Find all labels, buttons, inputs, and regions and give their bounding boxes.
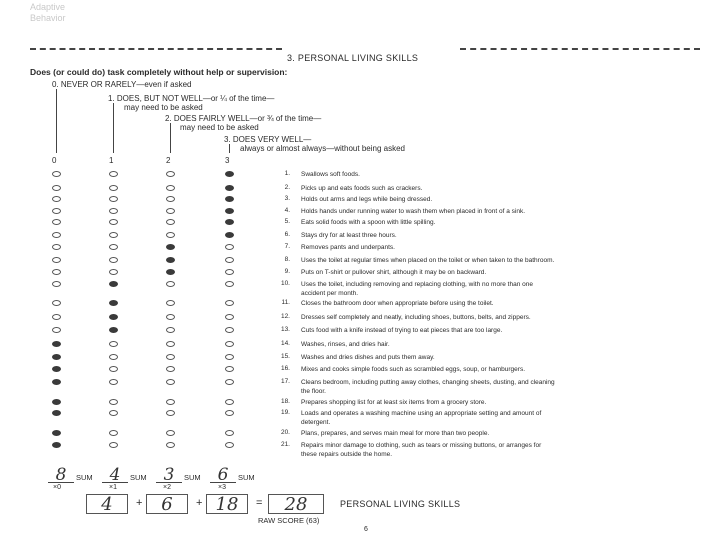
response-bubble-3[interactable] bbox=[225, 281, 234, 287]
item-number: 12. bbox=[280, 313, 290, 320]
item-text: Removes pants and underpants. bbox=[301, 244, 395, 251]
page-number: 6 bbox=[364, 526, 368, 533]
plus-sign-2: + bbox=[196, 497, 203, 509]
response-bubble-2[interactable] bbox=[166, 219, 175, 225]
response-bubble-1[interactable] bbox=[109, 341, 118, 347]
response-bubble-0[interactable] bbox=[52, 196, 61, 202]
plus-sign-1: + bbox=[136, 497, 143, 509]
item-number: 11. bbox=[281, 299, 290, 306]
total-box-2: 6 bbox=[146, 494, 188, 514]
item-text: Mixes and cooks simple foods such as scrambled eggs, soup, or hamburgers. bbox=[301, 366, 525, 373]
response-bubble-2[interactable] bbox=[166, 366, 175, 372]
faint-header-line-1: Adaptive bbox=[30, 2, 66, 12]
item-number: 13. bbox=[280, 326, 290, 333]
sum-multiplier-0: ×0 bbox=[53, 484, 61, 491]
item-text: Washes, rinses, and dries hair. bbox=[301, 341, 390, 348]
response-bubble-2[interactable] bbox=[166, 171, 175, 177]
item-text: accident per month. bbox=[301, 290, 359, 297]
raw-score-box: 28 bbox=[268, 494, 324, 514]
item-number: 1. bbox=[284, 170, 290, 177]
level-0-text: 0. NEVER OR RARELY—even if asked bbox=[52, 80, 192, 89]
response-bubble-2[interactable] bbox=[166, 410, 175, 416]
sum-underline-0 bbox=[48, 482, 74, 483]
response-bubble-3[interactable] bbox=[225, 410, 234, 416]
response-bubble-1[interactable] bbox=[109, 430, 118, 436]
response-bubble-2[interactable] bbox=[166, 269, 175, 275]
level-3-subtext: always or almost always—without being asked bbox=[240, 144, 405, 153]
response-bubble-2[interactable] bbox=[166, 232, 175, 238]
column-number-1: 1 bbox=[109, 156, 114, 165]
response-bubble-2[interactable] bbox=[166, 196, 175, 202]
item-number: 18. bbox=[280, 398, 290, 405]
item-number: 14. bbox=[280, 340, 290, 347]
response-bubble-1[interactable] bbox=[109, 171, 118, 177]
response-bubble-3[interactable] bbox=[225, 341, 234, 347]
item-text: Holds out arms and legs while being dressed. bbox=[301, 196, 433, 203]
response-bubble-0[interactable] bbox=[52, 366, 61, 372]
subscale-label: PERSONAL LIVING SKILLS bbox=[340, 499, 461, 509]
response-bubble-1[interactable] bbox=[109, 244, 118, 250]
sum-underline-1 bbox=[102, 482, 128, 483]
response-bubble-0[interactable] bbox=[52, 244, 61, 250]
response-bubble-0[interactable] bbox=[52, 232, 61, 238]
item-text: Cleans bedroom, including putting away clothes, changing sheets, dusting, and cleaning bbox=[301, 379, 555, 386]
response-bubble-3[interactable] bbox=[225, 366, 234, 372]
response-bubble-3[interactable] bbox=[225, 244, 234, 250]
item-number: 7. bbox=[284, 243, 290, 250]
response-bubble-3[interactable] bbox=[225, 300, 234, 306]
faint-header-line-2: Behavior bbox=[30, 13, 66, 23]
response-bubble-2[interactable] bbox=[166, 185, 175, 191]
response-bubble-0[interactable] bbox=[52, 171, 61, 177]
item-text: Puts on T-shirt or pullover shirt, although it may be on backward. bbox=[301, 269, 487, 276]
response-bubble-2[interactable] bbox=[166, 379, 175, 385]
response-bubble-0[interactable] bbox=[52, 257, 61, 263]
response-bubble-0[interactable] bbox=[52, 430, 61, 436]
item-number: 4. bbox=[284, 207, 290, 214]
response-bubble-3[interactable] bbox=[225, 232, 234, 238]
response-bubble-1[interactable] bbox=[109, 327, 118, 333]
response-bubble-1[interactable] bbox=[109, 354, 118, 360]
response-bubble-0[interactable] bbox=[52, 281, 61, 287]
response-bubble-0[interactable] bbox=[52, 185, 61, 191]
level-1-subtext: may need to be asked bbox=[124, 103, 203, 112]
response-bubble-3[interactable] bbox=[225, 379, 234, 385]
response-bubble-0[interactable] bbox=[52, 379, 61, 385]
response-bubble-0[interactable] bbox=[52, 269, 61, 275]
response-bubble-3[interactable] bbox=[225, 354, 234, 360]
response-bubble-2[interactable] bbox=[166, 314, 175, 320]
level-3-text: 3. DOES VERY WELL— bbox=[224, 135, 312, 144]
response-bubble-2[interactable] bbox=[166, 341, 175, 347]
equals-sign: = bbox=[256, 497, 263, 509]
level-2-subtext: may need to be asked bbox=[180, 123, 259, 132]
item-text: Washes and dries dishes and puts them away. bbox=[301, 354, 435, 361]
response-bubble-0[interactable] bbox=[52, 354, 61, 360]
item-number: 6. bbox=[284, 231, 290, 238]
instruction-text: Does (or could do) task completely without help or supervision: bbox=[30, 67, 288, 77]
item-text: Cuts food with a knife instead of trying to eat pieces that are too large. bbox=[301, 327, 503, 334]
total-box-1: 4 bbox=[86, 494, 128, 514]
item-text: Holds hands under running water to wash them when placed in front of a sink. bbox=[301, 208, 526, 215]
response-bubble-3[interactable] bbox=[225, 314, 234, 320]
response-bubble-0[interactable] bbox=[52, 208, 61, 214]
response-bubble-3[interactable] bbox=[225, 399, 234, 405]
sum-value-1: 4 bbox=[109, 465, 121, 485]
item-number: 20. bbox=[280, 429, 290, 436]
response-bubble-1[interactable] bbox=[109, 399, 118, 405]
raw-score-label: RAW SCORE (63) bbox=[258, 516, 320, 525]
response-bubble-1[interactable] bbox=[109, 269, 118, 275]
response-bubble-1[interactable] bbox=[109, 196, 118, 202]
response-bubble-3[interactable] bbox=[225, 257, 234, 263]
response-bubble-1[interactable] bbox=[109, 300, 118, 306]
response-bubble-1[interactable] bbox=[109, 379, 118, 385]
response-bubble-2[interactable] bbox=[166, 354, 175, 360]
sum-value-0: 8 bbox=[55, 465, 67, 485]
response-bubble-1[interactable] bbox=[109, 366, 118, 372]
response-bubble-0[interactable] bbox=[52, 219, 61, 225]
item-number: 3. bbox=[284, 195, 290, 202]
response-bubble-2[interactable] bbox=[166, 244, 175, 250]
item-text: Uses the toilet, including removing and replacing clothing, with no more than one bbox=[301, 281, 533, 288]
response-bubble-1[interactable] bbox=[109, 442, 118, 448]
item-number: 19. bbox=[280, 409, 290, 416]
response-bubble-1[interactable] bbox=[109, 208, 118, 214]
sum-multiplier-3: ×3 bbox=[218, 484, 226, 491]
response-bubble-1[interactable] bbox=[109, 281, 118, 287]
item-text: Swallows soft foods. bbox=[301, 171, 360, 178]
item-number: 10. bbox=[280, 280, 290, 287]
response-bubble-3[interactable] bbox=[225, 269, 234, 275]
item-number: 17. bbox=[280, 378, 290, 385]
response-bubble-2[interactable] bbox=[166, 257, 175, 263]
sum-underline-2 bbox=[156, 482, 182, 483]
response-bubble-3[interactable] bbox=[225, 219, 234, 225]
response-bubble-1[interactable] bbox=[109, 410, 118, 416]
column-number-2: 2 bbox=[166, 156, 171, 165]
sum-multiplier-2: ×2 bbox=[163, 484, 171, 491]
response-bubble-3[interactable] bbox=[225, 185, 234, 191]
item-text: Closes the bathroom door when appropriate before using the toilet. bbox=[301, 300, 494, 307]
sum-label-3: SUM bbox=[238, 473, 255, 482]
response-bubble-2[interactable] bbox=[166, 327, 175, 333]
dashed-rule-left bbox=[30, 48, 282, 50]
item-text: Picks up and eats foods such as crackers. bbox=[301, 185, 423, 192]
response-bubble-1[interactable] bbox=[109, 314, 118, 320]
response-bubble-1[interactable] bbox=[109, 185, 118, 191]
sum-underline-3 bbox=[210, 482, 236, 483]
sum-label-1: SUM bbox=[130, 473, 147, 482]
item-text: Eats solid foods with a spoon with little spilling. bbox=[301, 219, 436, 226]
response-bubble-0[interactable] bbox=[52, 327, 61, 333]
item-number: 21. bbox=[280, 441, 290, 448]
level-0-connector bbox=[56, 89, 57, 153]
item-text: Uses the toilet at regular times when placed on the toilet or when taken to the bathroom. bbox=[301, 257, 555, 264]
sum-value-3: 6 bbox=[217, 465, 229, 485]
item-number: 9. bbox=[284, 268, 290, 275]
sum-label-0: SUM bbox=[76, 473, 93, 482]
item-text: these repairs outside the home. bbox=[301, 451, 393, 458]
response-bubble-0[interactable] bbox=[52, 410, 61, 416]
item-text: Prepares shopping list for at least six items from a grocery store. bbox=[301, 399, 487, 406]
response-bubble-2[interactable] bbox=[166, 281, 175, 287]
response-bubble-3[interactable] bbox=[225, 327, 234, 333]
item-number: 5. bbox=[284, 218, 290, 225]
level-3-connector bbox=[229, 144, 230, 153]
column-number-0: 0 bbox=[52, 156, 57, 165]
item-text: Loads and operates a washing machine using an appropriate setting and amount of bbox=[301, 410, 542, 417]
column-number-3: 3 bbox=[225, 156, 230, 165]
response-bubble-3[interactable] bbox=[225, 208, 234, 214]
response-bubble-2[interactable] bbox=[166, 399, 175, 405]
item-text: Stays dry for at least three hours. bbox=[301, 232, 397, 239]
response-bubble-2[interactable] bbox=[166, 442, 175, 448]
response-bubble-0[interactable] bbox=[52, 341, 61, 347]
item-number: 2. bbox=[284, 184, 290, 191]
item-text: Repairs minor damage to clothing, such as tears or missing buttons, or arranges for bbox=[301, 442, 542, 449]
item-text: Dresses self completely and neatly, including shoes, buttons, belts, and zippers. bbox=[301, 314, 531, 321]
section-title: 3. PERSONAL LIVING SKILLS bbox=[287, 53, 419, 63]
item-text: the floor. bbox=[301, 388, 326, 395]
item-number: 8. bbox=[284, 256, 290, 263]
response-bubble-2[interactable] bbox=[166, 300, 175, 306]
level-1-text: 1. DOES, BUT NOT WELL—or ¼ of the time— bbox=[108, 94, 275, 103]
response-bubble-0[interactable] bbox=[52, 314, 61, 320]
total-box-3: 18 bbox=[206, 494, 248, 514]
item-text: detergent. bbox=[301, 419, 331, 426]
item-number: 15. bbox=[280, 353, 290, 360]
level-1-connector bbox=[113, 103, 114, 153]
response-bubble-3[interactable] bbox=[225, 171, 234, 177]
sum-multiplier-1: ×1 bbox=[109, 484, 117, 491]
response-bubble-1[interactable] bbox=[109, 219, 118, 225]
response-bubble-1[interactable] bbox=[109, 257, 118, 263]
response-bubble-1[interactable] bbox=[109, 232, 118, 238]
sum-label-2: SUM bbox=[184, 473, 201, 482]
dashed-rule-right bbox=[460, 48, 700, 50]
response-bubble-2[interactable] bbox=[166, 208, 175, 214]
response-bubble-3[interactable] bbox=[225, 196, 234, 202]
level-2-text: 2. DOES FAIRLY WELL—or ¾ of the time— bbox=[165, 114, 322, 123]
response-bubble-2[interactable] bbox=[166, 430, 175, 436]
sum-value-2: 3 bbox=[163, 465, 175, 485]
response-bubble-0[interactable] bbox=[52, 300, 61, 306]
response-bubble-0[interactable] bbox=[52, 399, 61, 405]
response-bubble-3[interactable] bbox=[225, 442, 234, 448]
response-bubble-0[interactable] bbox=[52, 442, 61, 448]
item-text: Plans, prepares, and serves main meal for more than two people. bbox=[301, 430, 490, 437]
level-2-connector bbox=[170, 123, 171, 153]
response-bubble-3[interactable] bbox=[225, 430, 234, 436]
item-number: 16. bbox=[280, 365, 290, 372]
